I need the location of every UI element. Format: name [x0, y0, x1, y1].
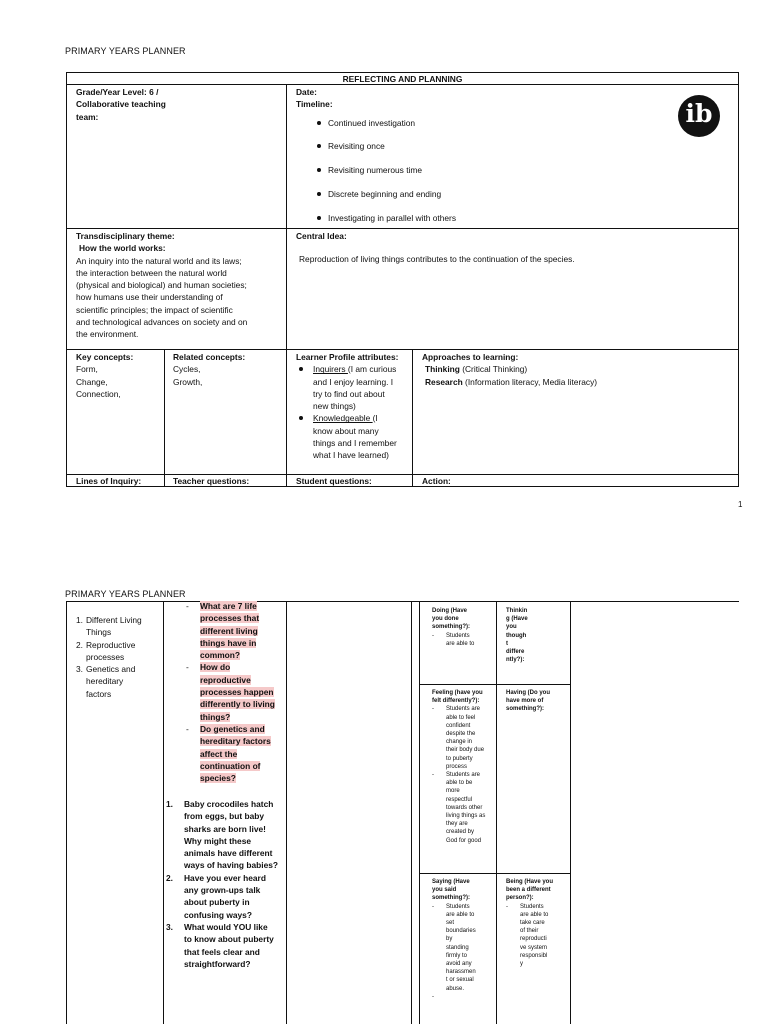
central-idea-label: Central Idea:	[296, 231, 347, 241]
being-item: - Students are able to take care of their reproducti ve system responsibl y	[506, 903, 568, 969]
timeline-item: Revisiting numerous time	[314, 164, 676, 176]
being-cell: Being (Have you been a different person?): - Students are able to take care of their reproducti ve system responsibl y	[506, 878, 568, 968]
theme-desc-line: and technological advances on society and on	[76, 317, 248, 328]
teacher-question: - How do reproductive processes happen differently to living things?	[186, 661, 284, 722]
saying-item: - Students are able to set boundaries by standing firmly to avoid any harassmen t or sexual abuse.	[432, 903, 494, 993]
teacher-question: - What are 7 life processes that different living things have in common?	[186, 600, 284, 661]
theme-desc-line: (physical and biological) and human societies;	[76, 280, 247, 291]
table-border-left	[66, 601, 67, 1024]
date-label: Date:	[296, 87, 317, 97]
table-divider	[419, 601, 420, 1024]
timeline-label: Timeline:	[296, 99, 333, 110]
learner-profile-cell	[296, 351, 410, 462]
theme-cell	[76, 230, 284, 341]
page-number: 1	[738, 500, 743, 509]
learner-attribute-desc: (I am curious	[347, 364, 397, 375]
student-question: 3. What would YOU like to know about puberty that feels clear and straightforward?	[166, 921, 274, 969]
central-idea-text: Reproduction of living things contributes to the continuation of the species.	[299, 254, 575, 265]
theme-desc-line: An inquiry into the natural world and its laws;	[76, 255, 242, 266]
atl-research-text: (Information literacy, Media literacy)	[462, 376, 598, 387]
grid-rule	[420, 873, 571, 874]
table-border-top	[66, 601, 739, 602]
feeling-item: - Students are able to be more respectful towards other living things as they are created by God for good	[432, 771, 494, 845]
key-concept: Change,	[76, 376, 108, 387]
related-concepts-cell	[173, 351, 283, 388]
lines-of-inquiry-list	[76, 614, 162, 700]
key-concept: Form,	[76, 364, 98, 375]
table-border-bottom	[66, 486, 739, 487]
table-divider	[163, 601, 164, 1024]
central-idea-cell	[296, 230, 736, 266]
saying-extra-dash: -	[432, 993, 434, 1000]
atl-thinking	[422, 363, 734, 375]
table-rule	[66, 228, 739, 229]
saying-cell: Saying (Have you said something?): - Students are able to set boundaries by standing firmly to avoid any harassmen t or sexual abuse. -	[432, 878, 494, 1001]
key-concepts-cell	[76, 351, 162, 400]
theme-label: Transdisciplinary theme:	[76, 231, 175, 241]
student-questions-list	[166, 798, 286, 970]
page-header: PRIMARY YEARS PLANNER	[65, 589, 186, 599]
learner-profile-label: Learner Profile attributes:	[296, 352, 399, 362]
theme-desc-line: how humans use their understanding of	[76, 292, 223, 303]
student-question: 1. Baby crocodiles hatch from eggs, but baby sharks are born live! Why might these animals have different ways of having babies?	[166, 799, 279, 871]
related-concept: Growth,	[173, 376, 203, 387]
table-rule	[66, 349, 739, 350]
col-action: Action:	[422, 476, 451, 486]
timeline-item: Continued investigation	[314, 117, 676, 129]
thinking-cell: Thinkin g (Have you though t differe ntly?):	[506, 608, 528, 664]
learner-attribute-name: Knowledgeable	[313, 413, 373, 424]
table-divider	[412, 349, 413, 487]
table-divider	[411, 601, 412, 1024]
col-teacher-questions: Teacher questions:	[173, 476, 250, 486]
table-divider	[286, 84, 287, 487]
learner-attribute-inquirers	[296, 363, 410, 412]
timeline-item: Discrete beginning and ending	[314, 188, 676, 200]
theme-desc-line: scientific principles; the impact of scientific	[76, 304, 233, 315]
atl-research-label: Research	[425, 376, 463, 387]
having-cell: Having (Do you have more of something?):	[506, 690, 551, 713]
learner-attribute-desc: try to find out about	[313, 388, 385, 399]
table-divider	[570, 601, 571, 1024]
col-lines-of-inquiry: Lines of Inquiry:	[76, 476, 142, 486]
timeline-list	[296, 117, 676, 224]
feeling-item: - Students are able to feel confident despite the change in their body due to puberty process	[432, 705, 494, 771]
learner-attribute-desc: (I	[372, 413, 378, 424]
learner-attribute-desc: what I have learned)	[313, 450, 389, 461]
grid-rule	[420, 684, 571, 685]
atl-thinking-label: Thinking	[425, 364, 460, 375]
doing-cell: Doing (Have you done something?): - Students are able to	[432, 607, 494, 648]
grid-divider	[496, 601, 497, 1024]
doing-item: - Students are able to	[432, 632, 494, 648]
line-of-inquiry-item: 1. Different Living Things	[76, 615, 142, 638]
line-of-inquiry-item: 2. Reproductive processes	[76, 639, 136, 662]
atl-research	[422, 376, 734, 388]
theme-desc-line: the environment.	[76, 329, 139, 340]
theme-desc-line: the interaction between the natural world	[76, 267, 227, 278]
feeling-cell: Feeling (have you felt differently?): - Students are able to feel confident despite the change in their body due to puberty process - Students are able to be more respectful towards other living things as they are created by God for good	[432, 689, 494, 845]
learner-attribute-desc: know about many	[313, 425, 379, 436]
page-header: PRIMARY YEARS PLANNER	[65, 46, 186, 56]
ib-logo: ib	[678, 95, 720, 137]
learner-attribute-name: Inquirers	[313, 364, 348, 375]
student-question: 2. Have you ever heard any grown-ups talk about puberty in confusing ways?	[166, 872, 266, 920]
related-concepts-label: Related concepts:	[173, 352, 246, 362]
atl-label: Approaches to learning:	[422, 352, 519, 362]
section-title: REFLECTING AND PLANNING	[342, 74, 463, 84]
teacher-questions-list	[186, 600, 284, 784]
timeline-item: Revisiting once	[314, 140, 676, 152]
table-border-right	[738, 72, 739, 487]
related-concept: Cycles,	[173, 364, 201, 375]
timeline-cell	[296, 86, 676, 224]
line-of-inquiry-item: 3. Genetics and hereditary factors	[76, 664, 136, 699]
atl-cell	[422, 351, 734, 388]
learner-attribute-knowledgeable	[296, 412, 410, 461]
col-student-questions: Student questions:	[296, 476, 372, 486]
learner-attribute-desc: new things)	[313, 401, 356, 412]
table-divider	[286, 601, 287, 1024]
grade-label: Grade/Year Level: 6 /	[76, 87, 159, 97]
key-concepts-label: Key concepts:	[76, 352, 134, 362]
learner-attribute-desc: and I enjoy learning. I	[313, 376, 394, 387]
atl-thinking-text: (Critical Thinking)	[459, 364, 528, 375]
grade-cell	[76, 86, 281, 123]
timeline-item: Investigating in parallel with others	[314, 212, 676, 224]
learner-attribute-desc: things and I remember	[313, 438, 397, 449]
table-divider	[164, 349, 165, 487]
team-label-2: team:	[76, 111, 99, 122]
theme-name: How the world works:	[79, 243, 166, 254]
table-rule	[66, 474, 739, 475]
key-concept: Connection,	[76, 388, 121, 399]
table-border-left	[66, 72, 67, 487]
teacher-question: - Do genetics and hereditary factors affect the continuation of species?	[186, 723, 284, 784]
team-label: Collaborative teaching	[76, 99, 166, 110]
